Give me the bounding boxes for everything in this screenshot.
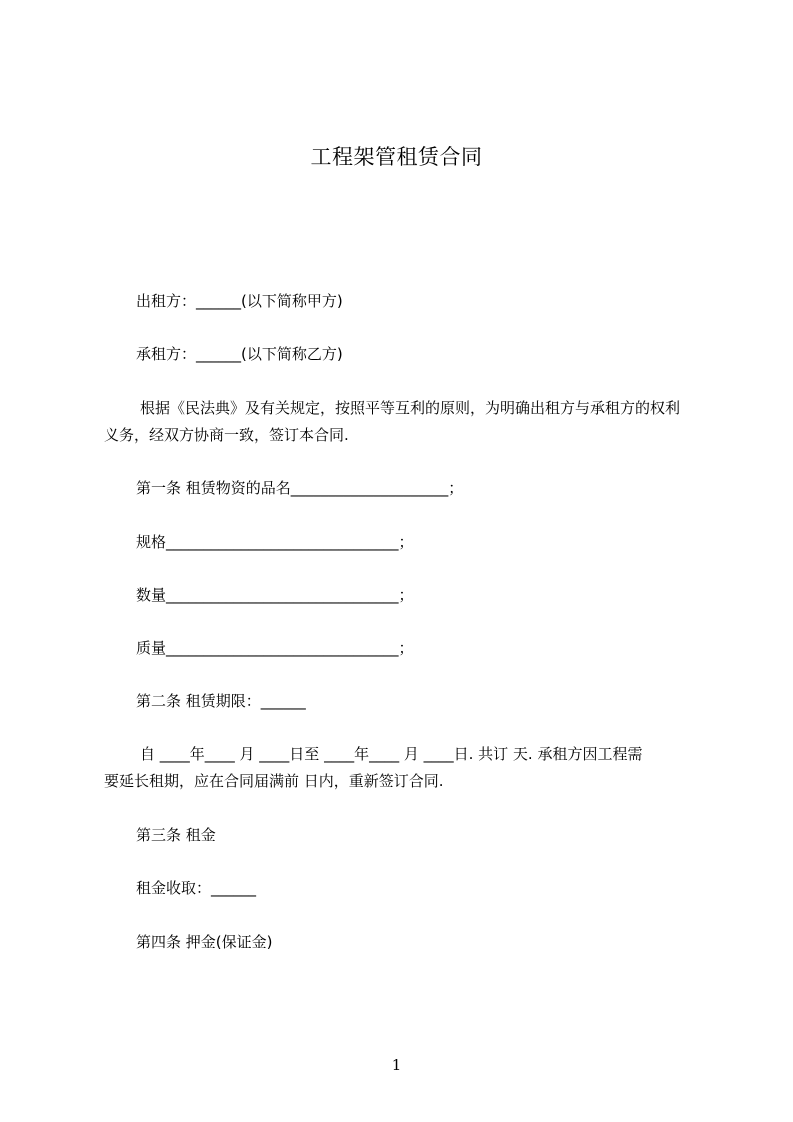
rent-collection-line: 租金收取：______ xyxy=(136,879,257,897)
article-3-heading: 第三条 租金 xyxy=(136,826,216,844)
quantity-line: 数量_______________________________； xyxy=(136,586,414,604)
quality-line: 质量_______________________________； xyxy=(136,639,414,657)
lessor-line: 出租方：______(以下简称甲方) xyxy=(136,292,343,310)
term-line-1: 自 ____年____ 月 ____日至 ____年____ 月 ____日. 共订 天. 承租方因工程需 xyxy=(140,745,643,763)
preamble-line-2: 义务，经双方协商一致，签订本合同. xyxy=(104,426,349,444)
lessee-line: 承租方：______(以下简称乙方) xyxy=(136,345,343,363)
preamble-line-1: 根据《民法典》及有关规定，按照平等互利的原则，为明确出租方与承租方的权利 xyxy=(140,399,681,417)
spec-line: 规格_______________________________； xyxy=(136,533,414,551)
article-2-heading: 第二条 租赁期限：______ xyxy=(136,692,306,710)
article-4-heading: 第四条 押金(保证金) xyxy=(136,933,273,951)
term-line-2: 要延长租期，应在合同届满前 日内，重新签订合同. xyxy=(104,772,444,790)
article-1-heading: 第一条 租赁物资的品名_____________________； xyxy=(136,479,464,497)
document-title: 工程架管租赁合同 xyxy=(310,145,483,169)
page-number: 1 xyxy=(391,1056,402,1074)
